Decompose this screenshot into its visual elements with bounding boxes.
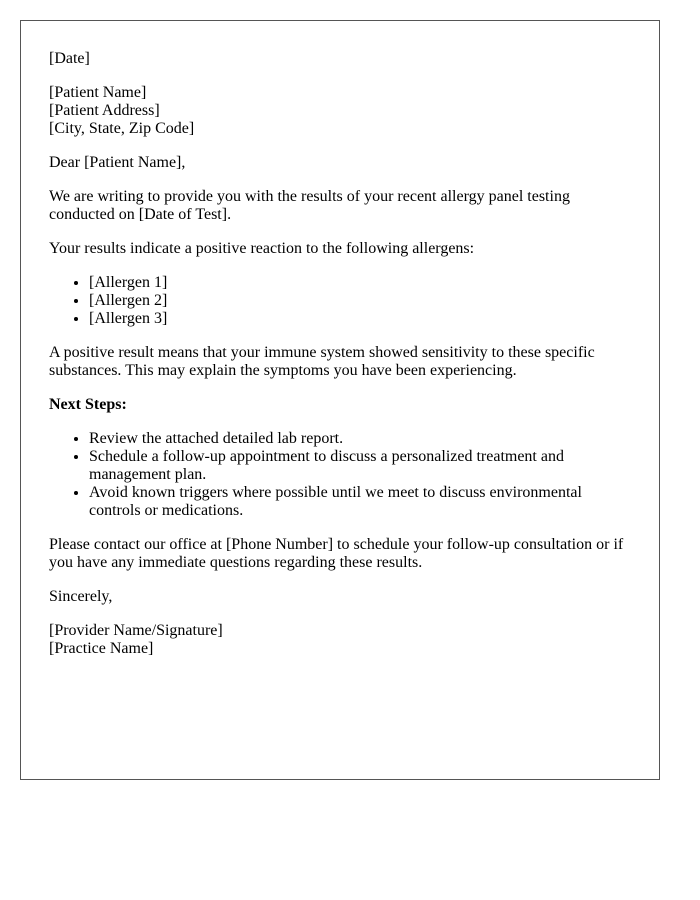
explanation-paragraph: A positive result means that your immune system showed sensitivity to these specific substances. This may explain the symptoms you have been experiencing. [49,344,595,379]
recipient-address-block [49,84,631,138]
results-intro: Your results indicate a positive reaction to the following allergens: [49,240,475,257]
recipient-address: [Patient Address] [49,102,160,119]
letter-page [20,20,660,780]
letter-date: [Date] [49,50,90,67]
practice-name: [Practice Name] [49,640,154,657]
next-step-item: • Avoid known triggers where possible until we meet to discuss environmental controls or medications. [89,484,631,520]
next-step-item: • Schedule a follow-up appointment to discuss a personalized treatment and management plan. [89,448,631,484]
next-step-item: • Review the attached detailed lab report. [89,430,631,448]
allergen-item: • [Allergen 2] [89,292,631,310]
provider-signature: [Provider Name/Signature] [49,622,223,639]
allergen-list [49,274,631,328]
contact-paragraph: Please contact our office at [Phone Number] to schedule your follow-up consultation or if you have any immediate questions regarding these results. [49,536,624,571]
recipient-city-state-zip: [City, State, Zip Code] [49,120,195,137]
salutation: Dear [Patient Name], [49,154,186,171]
allergen-item: • [Allergen 1] [89,274,631,292]
next-steps-heading: Next Steps: [49,396,127,413]
intro-paragraph: We are writing to provide you with the results of your recent allergy panel testing conducted on [Date of Test]. [49,188,570,223]
next-steps-list [49,430,631,520]
recipient-name: [Patient Name] [49,84,147,101]
allergen-item: • [Allergen 3] [89,310,631,328]
signature-block [49,622,631,658]
closing: Sincerely, [49,588,113,605]
